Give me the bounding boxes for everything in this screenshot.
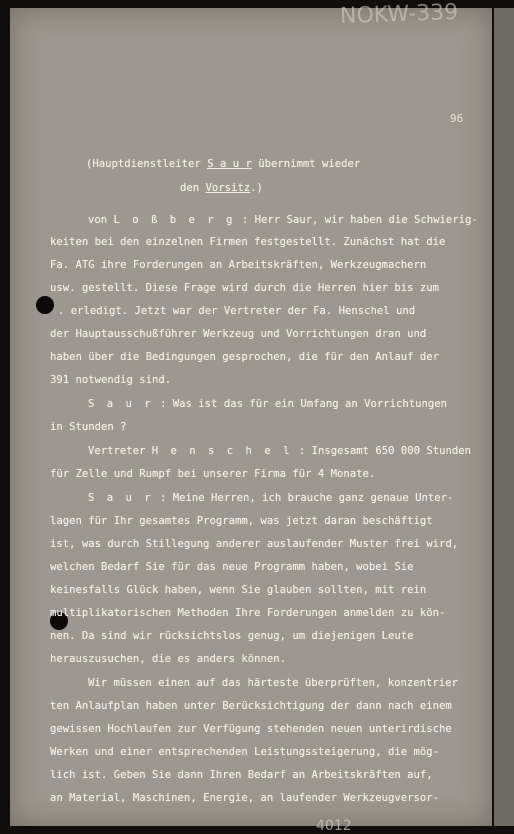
text-line: usw. gestellt. Diese Frage wird durch die Herren hier bis zum (50, 282, 440, 294)
text-line: . erledigt. Jetzt war der Vertreter der Fa. Henschel und (58, 305, 416, 317)
text-line: Vertreter H e n s c h e l : Insgesamt 650 000 Stunden (88, 445, 472, 457)
text-line: keiten bei den einzelnen Firmen festgestellt. Zunächst hat die (50, 236, 446, 248)
text-line: lagen für Ihr gesamtes Programm, was jetzt daran beschäftigt (50, 515, 433, 527)
scan-edge (494, 8, 514, 826)
document-page (10, 0, 492, 834)
speaker-name: S a u r (88, 492, 154, 504)
punch-hole (36, 296, 54, 314)
text-line: welchen Bedarf Sie für das neue Programm haben, wobei Sie (50, 561, 414, 573)
text-line: 391 notwendig sind. (50, 374, 172, 386)
text-line: lich ist. Geben Sie dann Ihren Bedarf an Arbeitskräften auf, (50, 769, 433, 781)
text-line: an Material, Maschinen, Energie, an laufender Werkzeugversor- (50, 792, 440, 804)
text-line: herauszusuchen, die es anders können. (50, 653, 286, 665)
text-line: in Stunden ? (50, 421, 127, 433)
text-line: ist, was durch Stillegung anderer auslaufender Muster frei wird, (50, 538, 459, 550)
text-line: S a u r : Meine Herren, ich brauche ganz genaue Unter- (88, 492, 454, 504)
text-line: Wir müssen einen auf das härteste überprüften, konzentrier (88, 677, 458, 689)
page-number: 96 (450, 112, 464, 125)
heading-line-1: (Hauptdienstleiter S a u r übernimmt wieder (86, 158, 361, 170)
text-line: Werken und einer entsprechenden Leistungssteigerung, die mög- (50, 746, 440, 758)
text-line: ten Anlaufplan haben unter Berücksichtigung der dann nach einem (50, 700, 452, 712)
text-line: haben über die Bedingungen gesprochen, die für den Anlauf der (50, 351, 440, 363)
speaker-name: H e n s c h e l (151, 445, 293, 457)
speaker-name: S a u r (207, 158, 252, 170)
text-line: von L o ß b e r g : Herr Saur, wir haben die Schwierig- (88, 214, 478, 226)
text-line: gewissen Hochlaufen zur Verfügung stehenden neuen unterirdische (50, 723, 452, 735)
speaker-name: L o ß b e r g (113, 214, 236, 226)
archive-stamp: NOKW-339 (339, 0, 459, 30)
text-line: S a u r : Was ist das für ein Umfang an Vorrichtungen (88, 398, 448, 410)
bottom-stamp: 4012 (316, 818, 352, 834)
text-line: Fa. ATG ihre Forderungen an Arbeitskräften, Werkzeugmachern (50, 259, 427, 271)
speaker-name: S a u r (88, 398, 154, 410)
text-line: der Hauptausschußführer Werkzeug und Vorrichtungen dran und (50, 328, 427, 340)
text-line: keinesfalls Glück haben, wenn Sie glauben sollten, mit rein (50, 584, 427, 596)
text-line: nen. Da sind wir rücksichtslos genug, um diejenigen Leute (50, 630, 414, 642)
text-line: multiplikatorischen Methoden Ihre Forderungen anmelden zu kön- (50, 607, 446, 619)
text-line: für Zelle und Rumpf bei unserer Firma für 4 Monate. (50, 468, 376, 480)
heading-line-2: den Vorsitz.) (180, 182, 263, 194)
